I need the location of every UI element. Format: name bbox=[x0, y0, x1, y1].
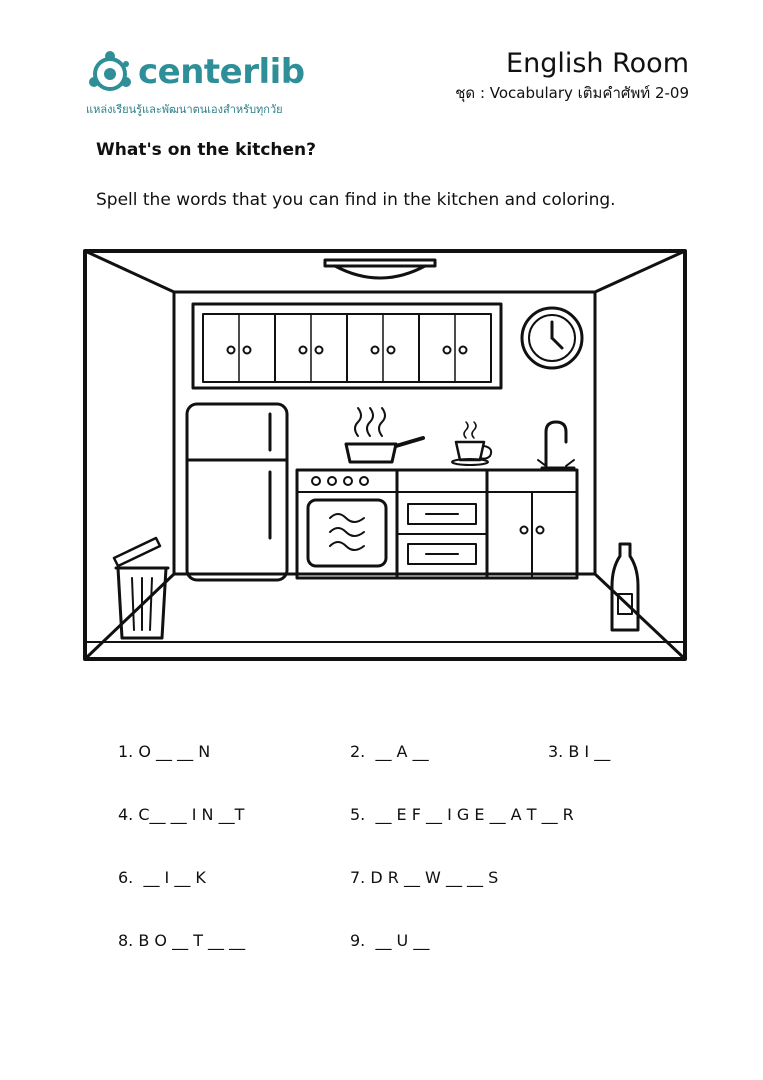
exercise-1 bbox=[118, 742, 210, 761]
kitchen-illustration bbox=[80, 246, 690, 666]
exercise-4 bbox=[118, 805, 244, 824]
exercise-number: 3. bbox=[548, 742, 564, 761]
drawers-icon bbox=[397, 470, 577, 578]
exercise-7 bbox=[350, 868, 498, 887]
exercise-number: 7. bbox=[350, 868, 366, 887]
exercise-8 bbox=[118, 931, 245, 950]
exercise-word: D R __ W __ __ S bbox=[370, 868, 499, 887]
cup-icon bbox=[452, 422, 491, 465]
fridge-icon bbox=[187, 404, 287, 580]
brand-tagline: แหล่งเรียนรู้และพัฒนาตนเองสำหรับทุกวัย bbox=[86, 103, 283, 116]
exercise-word: B I __ bbox=[568, 742, 611, 761]
page-title: English Room bbox=[506, 48, 689, 79]
question-heading: What's on the kitchen? bbox=[96, 140, 317, 160]
instruction-text: Spell the words that you can find in the kitchen and coloring. bbox=[96, 190, 616, 210]
bottle-icon bbox=[612, 544, 638, 630]
exercise-number: 9. bbox=[350, 931, 366, 950]
molecule-logo-icon bbox=[86, 50, 134, 98]
exercise-9 bbox=[350, 931, 429, 950]
brand-name-part1: center bbox=[138, 52, 259, 92]
exercise-number: 6. bbox=[118, 868, 134, 887]
exercise-number: 1. bbox=[118, 742, 134, 761]
exercise-word: C__ __ I N __T bbox=[138, 805, 245, 824]
faucet-icon bbox=[538, 422, 574, 468]
exercise-word: O __ __ N bbox=[138, 742, 211, 761]
logo bbox=[86, 48, 326, 118]
exercise-5 bbox=[350, 805, 574, 824]
exercise-6 bbox=[118, 868, 206, 887]
exercise-word: __ A __ bbox=[370, 742, 429, 761]
exercise-word: __ I __ K bbox=[138, 868, 206, 887]
exercise-word: B O __ T __ __ bbox=[138, 931, 246, 950]
exercise-number: 5. bbox=[350, 805, 366, 824]
exercise-word: __ U __ bbox=[370, 931, 430, 950]
header bbox=[455, 48, 689, 105]
exercise-number: 8. bbox=[118, 931, 134, 950]
exercise-3 bbox=[548, 742, 610, 761]
exercise-number: 4. bbox=[118, 805, 134, 824]
page-subtitle: ชุด : Vocabulary เติมคำศัพท์ 2-09 bbox=[455, 84, 689, 102]
brand-name bbox=[138, 52, 305, 92]
exercise-2 bbox=[350, 742, 429, 761]
stove-icon bbox=[297, 470, 397, 578]
ceiling-lamp-icon bbox=[325, 260, 435, 278]
exercise-number: 2. bbox=[350, 742, 366, 761]
cabinet-icon bbox=[193, 304, 501, 388]
exercise-word: __ E F __ I G E __ A T __ R bbox=[370, 805, 574, 824]
pan-icon bbox=[346, 408, 423, 462]
clock-icon bbox=[522, 308, 582, 368]
brand-name-part2: lib bbox=[258, 52, 305, 92]
